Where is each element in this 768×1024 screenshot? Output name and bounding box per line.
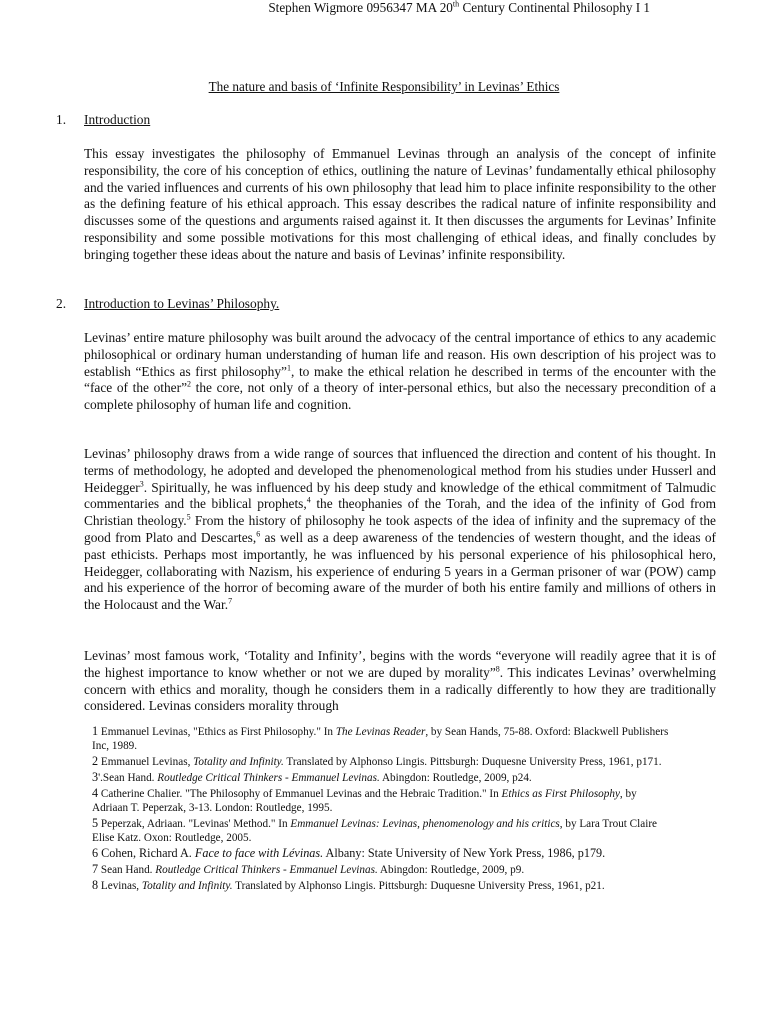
footnote-title: Totality and Infinity. <box>141 880 233 892</box>
footnotes-list <box>92 724 672 894</box>
footnote-text: Levinas, <box>98 880 142 892</box>
footnote-number: 2 <box>92 754 99 768</box>
footnote-ref: 6 <box>256 529 261 539</box>
paragraph-philosophy-overview <box>84 330 716 414</box>
footnote-text: Catherine Chalier. "The Philosophy of Emmanuel Levinas and the Hebraic Tradition." In <box>98 788 502 800</box>
footnote-title: Face to face with Lévinas. <box>194 846 324 860</box>
header-superscript: th <box>452 0 460 9</box>
footnote-number: 7 <box>92 862 99 876</box>
footnote-ref: 1 <box>286 363 291 373</box>
footnote-text: Translated by Alphonso Lingis. Pittsburgh: Duquesne University Press, 1961, p21. <box>232 880 605 892</box>
footnote-title: Routledge Critical Thinkers - Emmanuel Levinas. <box>155 864 378 876</box>
text-run: Levinas’ philosophy draws from a wide range of sources that influenced the direction and content of his thought. In terms of methodology, he adopted and developed the phenomenological method from his studies under Husserl and Heidegger <box>84 446 716 495</box>
footnote-text: Cohen, Richard A. <box>98 846 195 860</box>
footnote-text: Peperzak, Adriaan. "Levinas' Method." In <box>98 818 291 830</box>
footnote-title: Ethics as First Philosophy <box>501 788 620 800</box>
text-run: the core, not only of a theory of inter-personal ethics, but also the necessary precondition of a complete philosophy of human life and cognition. <box>84 380 717 413</box>
footnote-1 <box>92 724 672 753</box>
text-run: Levinas’ most famous work, ‘Totality and Infinity’, begins with the words “everyone will readily agree that it is of the highest importance to know whether or not we are duped by morality” <box>84 648 716 680</box>
footnote-number: 8 <box>92 878 99 892</box>
footnote-text: '.Sean Hand. <box>98 772 158 784</box>
text-run: From the history of philosophy he took aspects of the idea of infinity and the supremacy of the good from Plato and Descartes, <box>84 513 716 545</box>
section-heading-2 <box>56 296 279 312</box>
footnote-5 <box>92 816 672 845</box>
paragraph-totality-infinity <box>84 648 716 715</box>
footnote-number: 3 <box>92 770 99 784</box>
text-run: , to make the ethical relation he described in terms of the encounter with the “face of the other” <box>84 363 716 396</box>
footnote-ref: 4 <box>306 495 311 505</box>
footnote-text: Emmanuel Levinas, "Ethics as First Philosophy." In <box>98 726 336 738</box>
paragraph-influences <box>84 446 716 614</box>
header-text-end: Century Continental Philosophy I 1 <box>459 0 650 15</box>
footnote-title: Emmanuel Levinas: Levinas, phenomenology and his critics <box>290 818 560 830</box>
page-header <box>268 0 650 16</box>
footnote-ref: 5 <box>186 512 191 522</box>
section-number: 1. <box>56 112 67 127</box>
footnote-text: Albany: State University of New York Press, 1986, p179. <box>323 846 606 860</box>
paragraph-introduction: This essay investigates the philosophy of Emmanuel Levinas through an analysis of the concept of infinite responsibility, the core of his conception of ethics, outlining the nature of Levinas’ fundamentally ethical philosophy and the varied influences and currents of his own philosophy that lead him to place infinite responsibility to the other as the defining feature of his ethical approach. This essay describes the radical nature of infinite responsibility and discusses some of the questions and arguments raised against it. It then discusses the arguments for Levinas’ Infinite responsibility and some possible motivations for this most challenging of ethical ideas, and finally concludes by bringing together these ideas about the nature and basis of Levinas’ infinite responsibility. <box>84 146 716 262</box>
footnote-title: Totality and Infinity. <box>193 756 284 768</box>
text-run: . Spiritually, he was influenced by his deep study and knowledge of the ethical commitment of Talmudic commentaries and the biblical prophets, <box>84 479 716 512</box>
footnote-text: Abingdon: Routledge, 2009, p24. <box>379 772 532 784</box>
footnote-6 <box>92 846 672 861</box>
text-run: the theophanies of the Torah, and the idea of the infinity of God from Christian theology. <box>84 496 717 529</box>
header-text: Stephen Wigmore 0956347 MA 20 <box>268 0 453 15</box>
footnote-ref: 7 <box>228 596 233 606</box>
footnote-text: , by Adriaan T. Peperzak, 3-13. London: Routledge, 1995. <box>92 788 637 814</box>
footnote-ref: 8 <box>495 664 500 674</box>
section-title: Introduction to Levinas’ Philosophy. <box>84 296 280 311</box>
footnote-8 <box>92 878 672 893</box>
footnote-number: 6 <box>92 846 99 860</box>
document-title-text: The nature and basis of ‘Infinite Responsibility’ in Levinas’ Ethics <box>208 79 560 94</box>
footnote-text: Emmanuel Levinas, <box>98 756 194 768</box>
footnote-number: 5 <box>92 816 99 830</box>
footnote-text: Abingdon: Routledge, 2009, p9. <box>377 864 525 876</box>
section-title: Introduction <box>84 112 151 127</box>
footnote-text: , by Sean Hands, 75-88. Oxford: Blackwell Publishers Inc, 1989. <box>92 726 669 752</box>
footnote-number: 4 <box>92 786 99 800</box>
footnote-text: Translated by Alphonso Lingis. Pittsburgh: Duquesne University Press, 1961, p171. <box>283 756 662 768</box>
text-run: Levinas’ entire mature philosophy was built around the advocacy of the central importance of ethics to any academic philosophical or ordinary human understanding of human life and reason. His own description of his project was to establish “Ethics as first philosophy” <box>84 330 716 379</box>
text-run: as well as a deep awareness of the tendencies of western thought, and the ideas of past ethicists. Perhaps most importantly, he was influenced by his personal experience of his philosophical hero, Heidegger, collaborating with Nazism, his experience of enduring 5 years in a German prisoner of war (POW) camp and his experience of the horror of becoming aware of the murder of both his entire family and millions of others in the Holocaust and the War. <box>84 529 716 613</box>
footnote-2 <box>92 754 672 769</box>
footnote-4 <box>92 786 672 815</box>
footnote-text: Sean Hand. <box>98 864 156 876</box>
footnote-title: Routledge Critical Thinkers - Emmanuel Levinas. <box>157 772 380 784</box>
footnote-text: , by Lara Trout Claire Elise Katz. Oxon: Routledge, 2005. <box>92 818 658 844</box>
footnote-number: 1 <box>92 724 99 738</box>
footnote-ref: 2 <box>187 379 192 389</box>
footnote-7 <box>92 862 672 877</box>
section-number: 2. <box>56 296 67 311</box>
text-run: . This indicates Levinas’ overwhelming concern with ethics and morality, though he considers them in a radically differently to how they are traditionally considered. Levinas considers morality through <box>84 664 716 714</box>
footnote-title: The Levinas Reader <box>335 726 426 738</box>
footnote-3 <box>92 770 672 785</box>
document-title <box>0 79 768 95</box>
section-heading-1 <box>56 112 150 128</box>
footnote-ref: 3 <box>139 479 144 489</box>
